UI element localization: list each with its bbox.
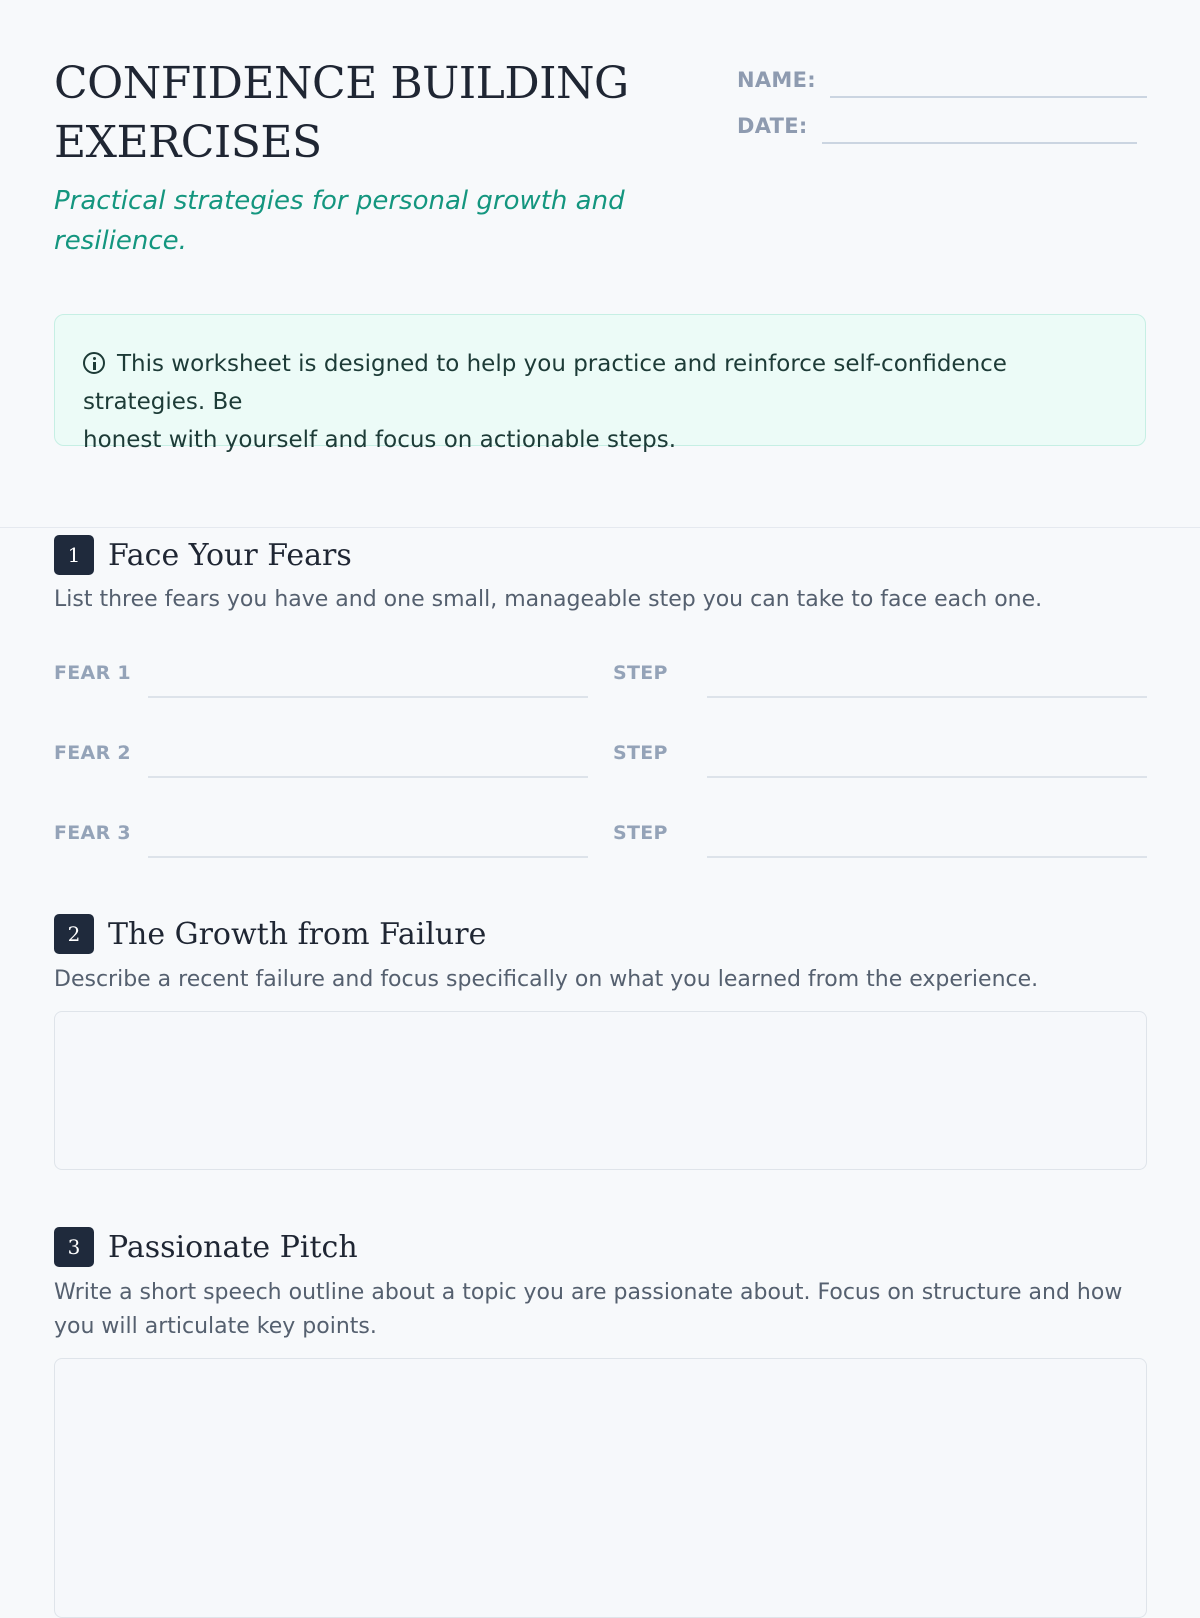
fear-input[interactable] [148, 856, 588, 858]
subtitle-line-2: resilience. [54, 226, 187, 256]
section-title: The Growth from Failure [108, 916, 487, 952]
fear-label: FEAR 1 [54, 662, 131, 684]
section-2-header [54, 914, 486, 954]
fear-label: FEAR 2 [54, 742, 131, 764]
page-subtitle [54, 181, 654, 261]
step-label: STEP [613, 662, 668, 684]
date-field[interactable] [822, 112, 1137, 144]
step-label: STEP [613, 742, 668, 764]
section-title: Face Your Fears [108, 537, 352, 573]
section-3-header [54, 1227, 358, 1267]
section-number-badge: 3 [54, 1227, 94, 1267]
section-title: Passionate Pitch [108, 1229, 358, 1265]
fear-input[interactable] [148, 776, 588, 778]
date-label: DATE: [737, 114, 808, 138]
pitch-answer-box[interactable] [54, 1358, 1147, 1618]
info-text-line-2: honest with yourself and focus on actionable steps. [83, 427, 677, 453]
description-line-2: you will articulate key points. [54, 1314, 377, 1339]
name-label: NAME: [737, 68, 816, 92]
worksheet-header [54, 54, 654, 261]
fear-row [54, 734, 1147, 782]
name-row [737, 52, 1147, 98]
fear-row [54, 814, 1147, 862]
meta-fields [737, 52, 1147, 144]
step-label: STEP [613, 822, 668, 844]
info-text-line-1: This worksheet is designed to help you practice and reinforce self-confidence strategies. Be [83, 351, 1007, 415]
subtitle-line-1: Practical strategies for personal growth and [54, 186, 625, 216]
fear-row [54, 654, 1147, 702]
step-input[interactable] [707, 776, 1147, 778]
page-title [54, 54, 654, 172]
section-divider [0, 527, 1200, 528]
fear-input[interactable] [148, 696, 588, 698]
section-number-badge: 1 [54, 535, 94, 575]
step-input[interactable] [707, 696, 1147, 698]
section-number-badge: 2 [54, 914, 94, 954]
section-description: Describe a recent failure and focus specifically on what you learned from the experience. [54, 967, 1039, 992]
name-field[interactable] [830, 66, 1147, 98]
section-description [54, 1276, 1154, 1344]
info-circle-icon [83, 352, 105, 374]
description-line-1: Write a short speech outline about a topic you are passionate about. Focus on structure and how [54, 1280, 1123, 1305]
failure-answer-box[interactable] [54, 1011, 1147, 1170]
section-description: List three fears you have and one small, manageable step you can take to face each one. [54, 587, 1043, 612]
section-1-header [54, 535, 352, 575]
date-row [737, 98, 1147, 144]
title-line-2: EXERCISES [54, 117, 322, 168]
info-callout [54, 314, 1146, 453]
fear-label: FEAR 3 [54, 822, 131, 844]
step-input[interactable] [707, 856, 1147, 858]
title-line-1: CONFIDENCE BUILDING [54, 58, 629, 109]
